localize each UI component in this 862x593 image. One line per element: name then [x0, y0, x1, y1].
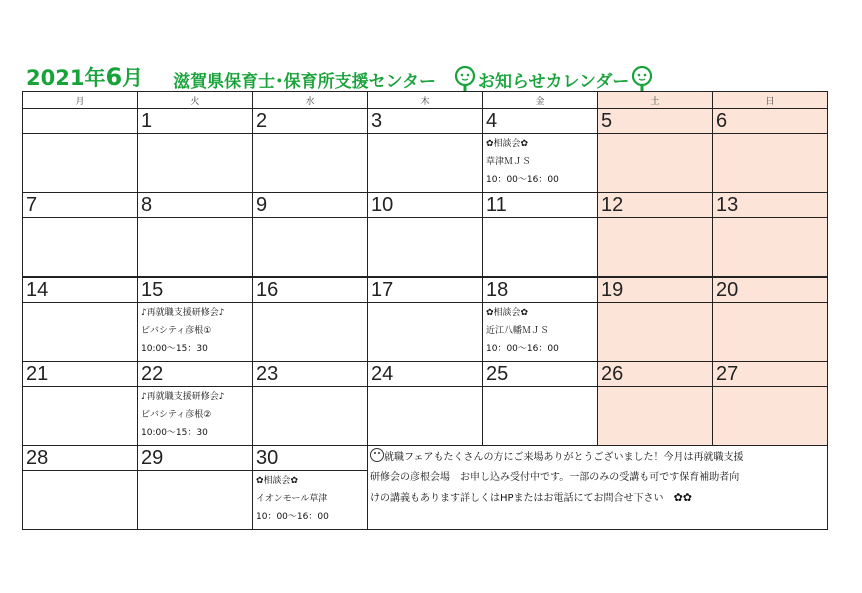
weekday-header — [23, 92, 828, 109]
event-line: 10:00～15：30 — [141, 428, 208, 438]
day-events — [23, 471, 138, 530]
day-events — [253, 134, 368, 193]
day-events — [138, 134, 253, 193]
weekday-sat: 土 — [598, 92, 713, 109]
day-number: 25 — [483, 362, 598, 387]
notice-line-3: けの講義もあります詳しくはHPまたはお電話にてお問合せ下さい ✿✿ — [370, 491, 692, 504]
day-number: 2 — [253, 109, 368, 134]
day-number: 10 — [368, 193, 483, 218]
week-date-row — [23, 193, 828, 218]
title-organization: 滋賀県保育士･保育所支援センター — [173, 72, 436, 92]
day-events — [138, 387, 253, 446]
day-events — [483, 218, 598, 278]
day-number — [23, 109, 138, 134]
day-events — [138, 471, 253, 530]
day-number: 8 — [138, 193, 253, 218]
event-line: イオンモール草津 — [256, 494, 328, 504]
event-line: ♪再就職支援研修会♪ — [141, 392, 225, 402]
day-number: 4 — [483, 109, 598, 134]
day-number: 22 — [138, 362, 253, 387]
event-line: ビバシティ彦根② — [141, 410, 212, 420]
day-number: 30 — [253, 446, 368, 471]
week-date-row — [23, 446, 828, 471]
event-line: 草津ＭＪＳ — [486, 157, 532, 167]
day-number: 19 — [598, 277, 713, 303]
day-events — [483, 303, 598, 362]
notice-line-1: 就職フェアもたくさんの方にご来場ありがとうございました！今月は再就職支援 — [370, 448, 823, 468]
title-calendar: お知らせカレンダー — [452, 66, 655, 92]
weekday-tue: 火 — [138, 92, 253, 109]
event-line: ✿相談会✿ — [256, 476, 299, 486]
weekday-sun: 日 — [713, 92, 828, 109]
day-events — [253, 471, 368, 530]
event-line: ✿相談会✿ — [486, 308, 529, 318]
weekday-wed: 水 — [253, 92, 368, 109]
day-number: 24 — [368, 362, 483, 387]
day-events — [368, 387, 483, 446]
day-events — [23, 218, 138, 278]
day-events — [483, 387, 598, 446]
day-number: 23 — [253, 362, 368, 387]
event-line: ♪再就職支援研修会♪ — [141, 308, 225, 318]
event-line: 近江八幡ＭＪＳ — [486, 326, 550, 336]
event-line: 10：00～16：00 — [486, 175, 559, 185]
week-date-row — [23, 109, 828, 134]
day-number: 9 — [253, 193, 368, 218]
smile-icon — [370, 448, 384, 462]
day-events — [253, 303, 368, 362]
event-line: 10:00～15：30 — [141, 344, 208, 354]
week-event-row — [23, 303, 828, 362]
day-number: 1 — [138, 109, 253, 134]
day-number: 3 — [368, 109, 483, 134]
week-event-row — [23, 218, 828, 278]
week-event-row — [23, 134, 828, 193]
tree-icon — [454, 66, 476, 92]
day-events — [483, 134, 598, 193]
event-line: 10：00～16：00 — [486, 344, 559, 354]
weekday-mon: 月 — [23, 92, 138, 109]
day-events — [253, 387, 368, 446]
calendar-grid — [22, 91, 828, 530]
tree-icon — [631, 66, 653, 92]
title-month: 2021年6月 — [26, 63, 144, 91]
day-events — [138, 303, 253, 362]
day-number: 13 — [713, 193, 828, 218]
day-events — [368, 134, 483, 193]
day-events — [138, 218, 253, 278]
day-number: 12 — [598, 193, 713, 218]
day-number: 7 — [23, 193, 138, 218]
week-event-row — [23, 387, 828, 446]
day-events — [23, 134, 138, 193]
weeks-body — [23, 109, 828, 530]
day-number: 28 — [23, 446, 138, 471]
week-date-row — [23, 362, 828, 387]
day-events — [368, 218, 483, 278]
day-events — [598, 387, 713, 446]
day-number: 15 — [138, 277, 253, 303]
day-events — [713, 218, 828, 278]
week-date-row — [23, 277, 828, 303]
day-number: 16 — [253, 277, 368, 303]
day-events — [598, 134, 713, 193]
day-events — [598, 218, 713, 278]
notice-line-2: 研修会の彦根会場 お申し込み受付中です。一部のみの受講も可です保育補助者向 — [370, 472, 740, 483]
notice-message — [368, 446, 828, 530]
weekday-thu: 木 — [368, 92, 483, 109]
calendar-title — [26, 62, 655, 92]
day-number: 6 — [713, 109, 828, 134]
day-number: 17 — [368, 277, 483, 303]
day-events — [713, 303, 828, 362]
day-number: 5 — [598, 109, 713, 134]
day-events — [713, 134, 828, 193]
day-events — [23, 387, 138, 446]
day-number: 18 — [483, 277, 598, 303]
day-events — [368, 303, 483, 362]
event-line: ✿相談会✿ — [486, 139, 529, 149]
day-events — [713, 387, 828, 446]
day-events — [598, 303, 713, 362]
event-line: ビバシティ彦根① — [141, 326, 212, 336]
day-number: 11 — [483, 193, 598, 218]
day-events — [23, 303, 138, 362]
day-number: 21 — [23, 362, 138, 387]
day-events — [253, 218, 368, 278]
weekday-fri: 金 — [483, 92, 598, 109]
day-number: 26 — [598, 362, 713, 387]
day-number: 29 — [138, 446, 253, 471]
notice-end-mark: ✿✿ — [673, 491, 692, 504]
day-number: 14 — [23, 277, 138, 303]
day-number: 27 — [713, 362, 828, 387]
event-line: 10：00～16：00 — [256, 512, 329, 522]
day-number: 20 — [713, 277, 828, 303]
